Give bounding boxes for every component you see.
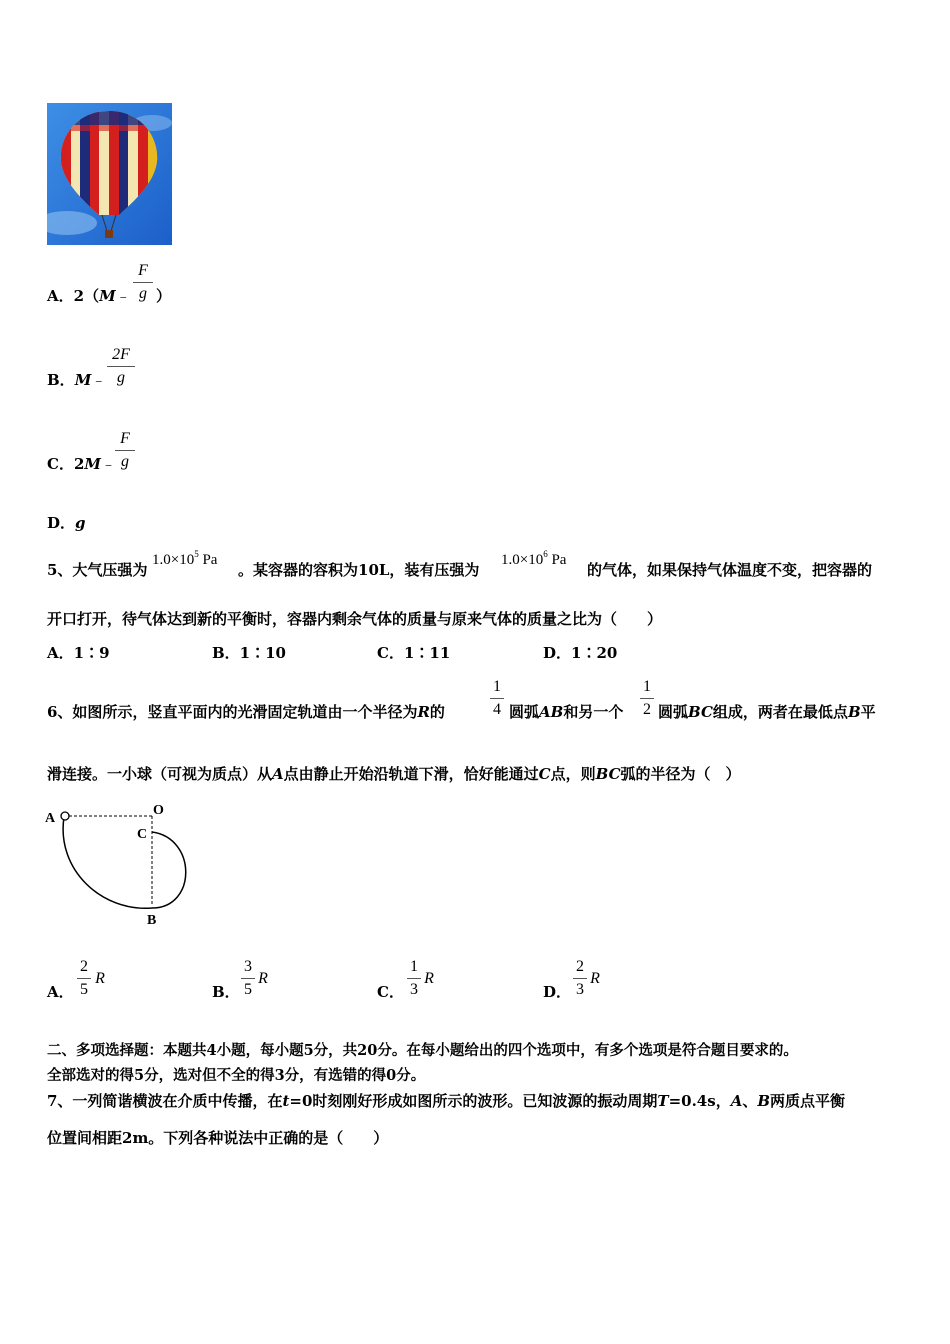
q4-option-a-suffix: ）	[156, 287, 172, 305]
q4-option-a-fraction: F g	[133, 262, 153, 303]
figure-label-a: A	[45, 811, 56, 826]
section2-instructions-line1: 二、多项选择题：本题共4小题，每小题5分，共20分。在每小题给出的四个选项中，有多个选项是符合题目要求的。	[47, 1042, 798, 1059]
q6-option-b-fraction: 3 5	[241, 958, 255, 999]
q7-text-line1: 7、一列简谐横波在介质中传播，在t=0时刻刚好形成如图所示的波形。已知波源的振动周期T=0.4s，A、B两质点平衡	[47, 1092, 846, 1110]
q5-text-line1-mid: 。某容器的容积为10L，装有压强为	[238, 561, 480, 579]
q6-option-c[interactable]: C．	[377, 983, 404, 1001]
q4-option-c-fraction: F g	[115, 430, 135, 471]
q4-option-a[interactable]: A．2（M﹣	[47, 287, 131, 305]
section2-instructions-line2: 全部选对的得5分，选对但不全的得3分，有选错的得0分。	[47, 1067, 426, 1084]
q6-text-line2: 滑连接。一小球（可视为质点）从A点由静止开始沿轨道下滑，恰好能通过C点，则BC弧的半径为（ ）	[47, 765, 741, 783]
q5-option-d[interactable]: D．1∶20	[543, 644, 618, 662]
q6-track-diagram	[42, 800, 202, 930]
q6-option-d-r: R	[590, 970, 600, 987]
q6-text-line1b: 圆弧AB和另一个	[509, 703, 624, 721]
q6-fraction-quarter: 1 4	[490, 678, 504, 719]
q4-option-c[interactable]: C．2M﹣	[47, 455, 117, 473]
q6-option-b-r: R	[258, 970, 268, 987]
figure-label-b: B	[147, 913, 157, 928]
q6-option-c-fraction: 1 3	[407, 958, 421, 999]
q6-option-b[interactable]: B．	[212, 983, 240, 1001]
q4-option-b[interactable]: B．M﹣	[47, 371, 107, 389]
q6-option-a[interactable]: A．	[47, 983, 74, 1001]
q6-option-d[interactable]: D．	[543, 983, 572, 1001]
q5-option-b[interactable]: B．1∶10	[212, 644, 286, 662]
q4-option-b-fraction: 2F g	[107, 346, 135, 387]
figure-label-o: O	[153, 803, 164, 818]
q5-option-c[interactable]: C．1∶11	[377, 644, 451, 662]
q6-text-line1a: 6、如图所示，竖直平面内的光滑固定轨道由一个半径为R的	[47, 703, 445, 721]
q6-option-c-r: R	[424, 970, 434, 987]
hot-air-balloon-image	[47, 103, 172, 245]
q5-pressure2: $1.0\times 10^6$ Pa	[501, 549, 567, 568]
q6-fraction-half: 1 2	[640, 678, 654, 719]
q5-pressure1: $1.0\times 10^5$ Pa	[152, 549, 218, 568]
q6-text-line1c: 圆弧BC组成，两者在最低点B平	[658, 703, 876, 721]
q5-option-a[interactable]: A．1∶9	[47, 644, 110, 662]
q6-option-a-fraction: 2 5	[77, 958, 91, 999]
q6-option-a-r: R	[95, 970, 105, 987]
q5-text-line2: 开口打开，待气体达到新的平衡时，容器内剩余气体的质量与原来气体的质量之比为（ ）	[47, 610, 663, 628]
q6-option-d-fraction: 2 3	[573, 958, 587, 999]
q5-text-line1-end: 的气体，如果保持气体温度不变，把容器的	[587, 561, 873, 579]
q7-text-line2: 位置间相距2m。下列各种说法中正确的是（ ）	[47, 1129, 389, 1147]
q4-option-d[interactable]: D．g	[47, 514, 86, 532]
q5-text-line1: 5、大气压强为	[47, 561, 148, 579]
figure-label-c: C	[137, 827, 148, 842]
